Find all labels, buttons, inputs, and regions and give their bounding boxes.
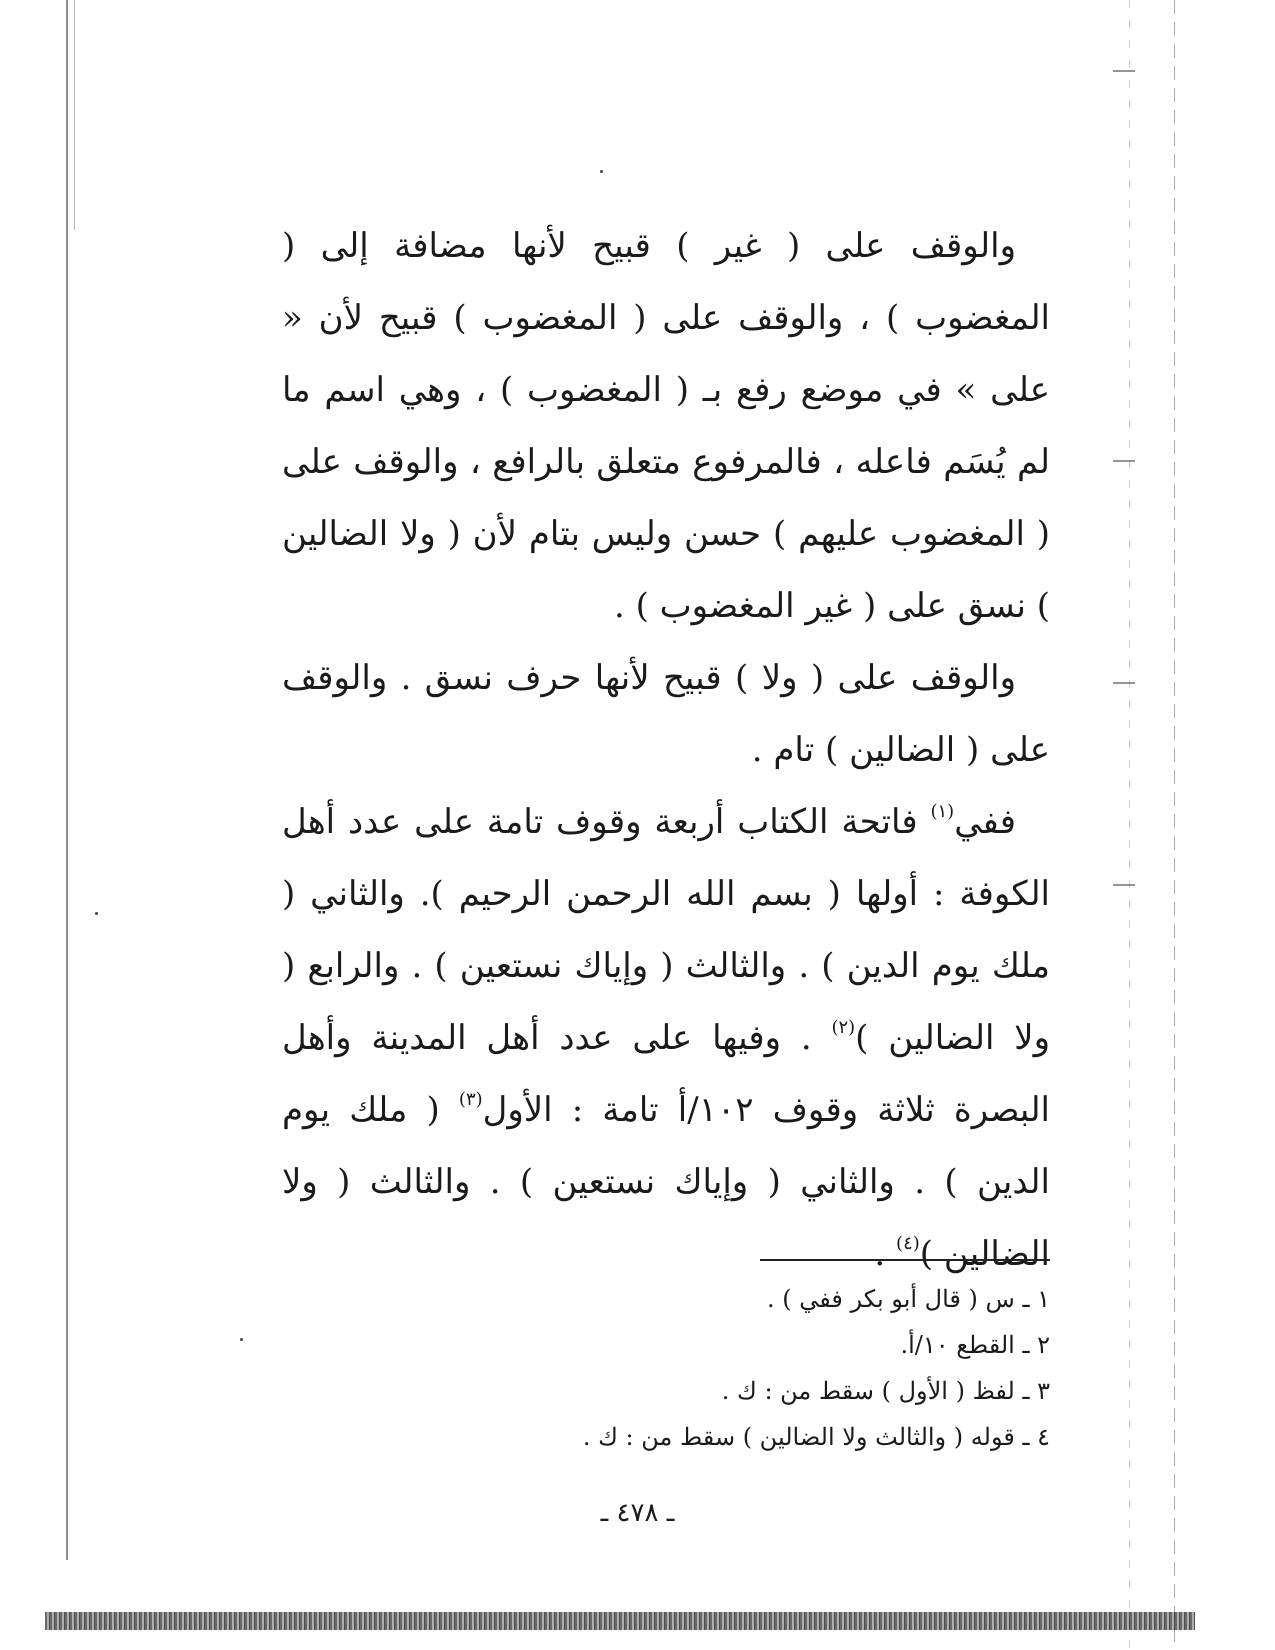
lead-word: ففي [954, 802, 1016, 842]
footnote-ref-4: (٤) [896, 1233, 920, 1254]
paragraph-1: والوقف على ( غير ) قبيح لأنها مضافة إلى ( المغضوب ) ، والوقف على ( المغضوب ) قبيح لأن « على » في موضع رفع بـ ( المغضوب ) ، وهي اسم ما لم يُسَم فاعله ، فالمرفوع متعلق بالرافع ، والوقف على ( المغضوب عليهم ) حسن وليس بتام لأن ( ولا الضالين ) نسق على ( غير المغضوب ) . [282, 226, 1050, 626]
paragraph-2: والوقف على ( ولا ) قبيح لأنها حرف نسق . والوقف على ( الضالين ) تام . [282, 658, 1050, 770]
footnotes [430, 1276, 1050, 1460]
paragraph-3-part-b: . وفيها على عدد أهل المدينة وأهل البصرة ثلاثة وقوف ١٠٢/أ تامة : الأول [282, 1018, 1050, 1130]
footnote-ref-2: (٢) [831, 1017, 856, 1038]
scan-tick [1113, 884, 1135, 886]
footnote-2: ٢ ـ القطع ١٠/أ. [900, 1331, 1050, 1359]
footnote-3: ٣ ـ لفظ ( الأول ) سقط من : ك . [721, 1377, 1050, 1405]
paragraph-3-part-c: ( ملك يوم الدين ) . والثاني ( وإياك نستعين ) . والثالث ( ولا الضالين ) [282, 1090, 1050, 1274]
paragraph-3-part-d: . [874, 1234, 897, 1274]
speck [600, 170, 603, 173]
page-number: ـ ٤٧٨ ـ [600, 1498, 675, 1528]
scan-tick [1113, 682, 1135, 684]
scan-edge-right [1174, 0, 1175, 1650]
paragraph-3-part-a: فاتحة الكتاب أربعة وقوف تامة على عدد أهل الكوفة : أولها ( بسم الله الرحمن الرحيم ). والثاني ( ملك يوم الدين ) . والثالث ( وإياك نستعين ) . والرابع ( ولا الضالين ) [282, 802, 1050, 1058]
scan-edge-left-mark [74, 0, 75, 230]
scan-tick [1113, 70, 1135, 72]
scan-bottom-edge [45, 1612, 1195, 1630]
scan-edge-left [66, 0, 68, 1560]
scan-tick [1113, 460, 1135, 462]
scan-edge-right-inner [1129, 0, 1130, 1650]
footnote-divider [760, 1259, 1050, 1261]
paragraph-3 [282, 786, 1050, 1290]
footnote-4: ٤ ـ قوله ( والثالث ولا الضالين ) سقط من : ك . [582, 1423, 1050, 1451]
speck [95, 912, 98, 915]
footnote-1: ١ ـ س ( قال أبو بكر ففي ) . [767, 1285, 1050, 1313]
footnote-ref-1: (١) [930, 801, 955, 822]
speck [240, 1338, 243, 1341]
footnote-ref-3: (٣) [458, 1089, 483, 1110]
main-text [282, 210, 1050, 1290]
